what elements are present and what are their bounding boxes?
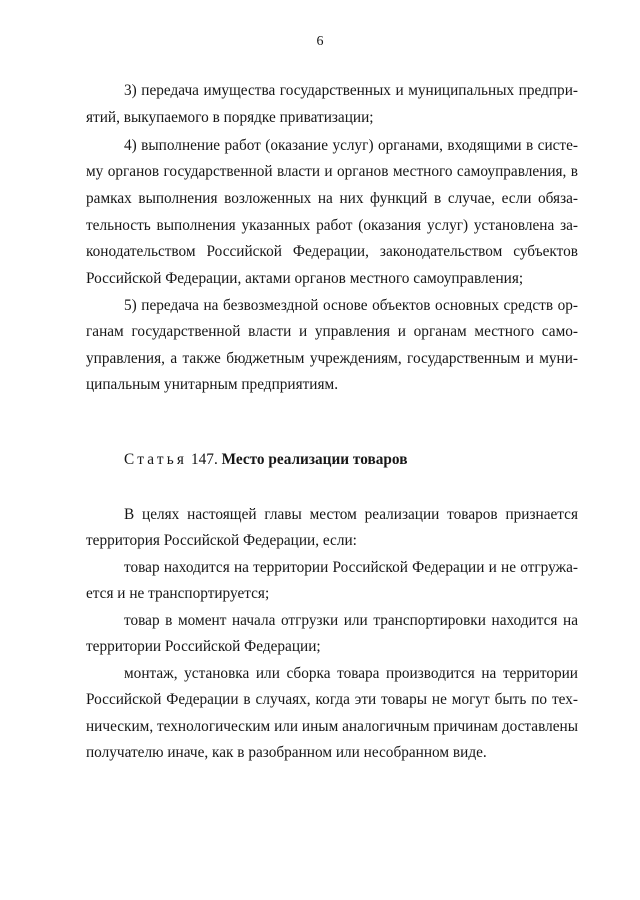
item-4-line-1: 4) выполнение работ (оказание услуг) органами, входящими в систе- [124,137,578,154]
article-label: Статья [124,451,188,468]
item-5-line-2: ганам государственной власти и управления и органам местного само- [86,323,578,340]
article-title: Место реализации товаров [221,451,408,468]
item-3-line-1: 3) передача имущества государственных и муниципальных предпри- [124,82,578,99]
item-4-line-3: рамках выполнения возложенных на них функций в случае, если обяза- [86,190,578,207]
item-5-line-3: управления, а также бюджетным учреждениям, государственным и муни- [86,350,578,367]
case-2-line-1: товар в момент начала отгрузки или транспортировки находится на [124,612,578,629]
case-3-line-3: ническим, технологическим или иным аналогичным причинам доставлены [86,718,578,735]
case-3-line-2: Российской Федерации в случаях, когда эти товары не могут быть по тех- [86,691,578,708]
article-heading [124,451,564,469]
intro-line-2: территория Российской Федерации, если: [86,532,357,549]
item-4-line-5: конодательством Российской Федерации, законодательством субъектов [86,243,578,260]
item-4-line-2: му органов государственной власти и органов местного самоуправления, в [86,163,578,180]
article-number: 147. [191,451,218,468]
item-4-line-4: тельность выполнения указанных работ (оказания услуг) установлена за- [86,217,578,234]
item-3-line-2: ятий, выкупаемого в порядке приватизации; [86,109,374,126]
case-3-line-4: получателю иначе, как в разобранном или несобранном виде. [86,744,487,761]
case-2-line-2: территории Российской Федерации; [86,638,321,655]
intro-line-1: В целях настоящей главы местом реализации товаров признается [124,506,578,523]
item-5-line-4: ципальным унитарным предприятиям. [86,376,339,393]
item-5-line-1: 5) передача на безвозмездной основе объектов основных средств ор- [124,297,578,314]
case-1-line-2: ется и не транспортируется; [86,585,270,602]
item-4-line-6: Российской Федерации, актами органов местного самоуправления; [86,270,524,287]
case-3-line-1: монтаж, установка или сборка товара производится на территории [124,665,578,682]
page-number: 6 [316,34,324,49]
case-1-line-1: товар находится на территории Российской Федерации и не отгружа- [124,559,578,576]
